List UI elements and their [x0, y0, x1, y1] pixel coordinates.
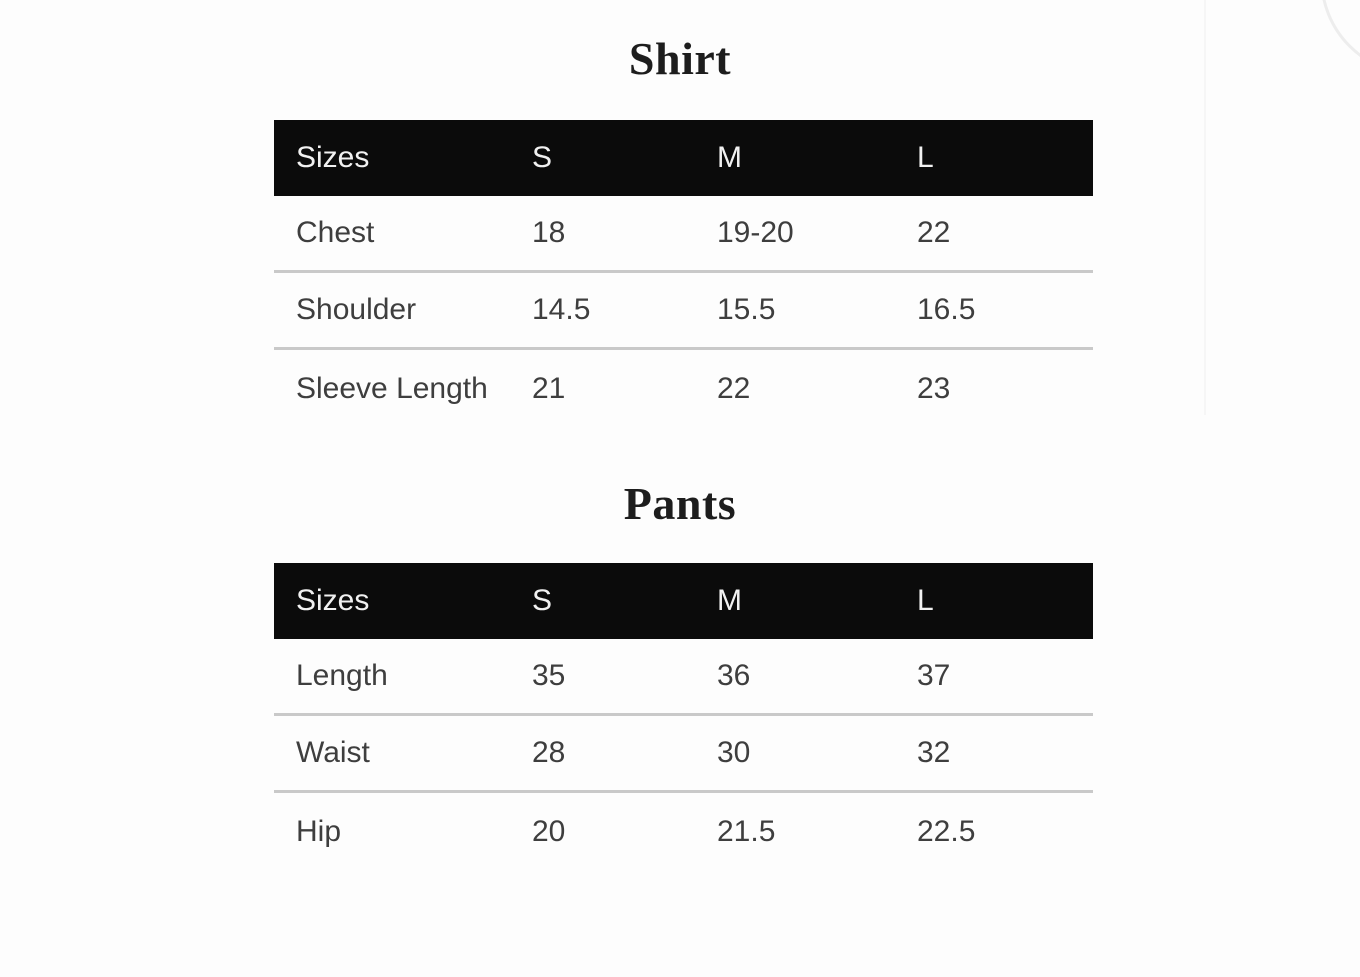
- row-label: Length: [296, 659, 388, 692]
- pants-header-size-m: M: [717, 584, 742, 617]
- shirt-size-table: [274, 120, 1093, 427]
- cell-sleeve-s: 21: [532, 371, 566, 405]
- shirt-header-sizes: Sizes: [296, 141, 370, 174]
- cell-sleeve-m: 22: [717, 371, 751, 405]
- shirt-header-size-s: S: [532, 141, 553, 174]
- pants-table-header-row: [274, 563, 1093, 639]
- cell-length-s: 35: [532, 659, 566, 692]
- pants-header-sizes: Sizes: [296, 584, 370, 617]
- cell-chest-l: 22: [917, 216, 951, 249]
- cell-hip-m: 21.5: [717, 814, 776, 848]
- row-label: Waist: [296, 736, 370, 769]
- pants-header-size-l: L: [917, 584, 934, 617]
- cell-hip-s: 20: [532, 814, 566, 848]
- pants-row-hip: [274, 793, 1093, 870]
- pants-row-length: [274, 639, 1093, 716]
- row-label: Chest: [296, 216, 375, 249]
- cell-shoulder-s: 14.5: [532, 293, 591, 326]
- cell-hip-l: 22.5: [917, 814, 976, 848]
- pants-section-title: Pants: [623, 478, 737, 529]
- shirt-table-header-row: [274, 120, 1093, 196]
- pants-row-waist: [274, 716, 1093, 793]
- shirt-row-shoulder: [274, 273, 1093, 350]
- cell-length-m: 36: [717, 659, 751, 692]
- cell-chest-s: 18: [532, 216, 566, 249]
- row-label: Hip: [296, 814, 342, 848]
- shirt-header-size-m: M: [717, 141, 742, 174]
- row-label: Shoulder: [296, 293, 417, 326]
- cell-sleeve-l: 23: [917, 371, 951, 405]
- cell-waist-l: 32: [917, 736, 951, 769]
- pants-size-table: [274, 563, 1093, 870]
- cell-chest-m: 19-20: [717, 216, 794, 249]
- shirt-row-sleeve-length: [274, 350, 1093, 427]
- cell-shoulder-m: 15.5: [717, 293, 776, 326]
- shirt-header-size-l: L: [917, 141, 934, 174]
- row-label: Sleeve Length: [296, 371, 488, 405]
- cell-length-l: 37: [917, 659, 951, 692]
- cell-shoulder-l: 16.5: [917, 293, 976, 326]
- pants-header-size-s: S: [532, 584, 553, 617]
- shirt-section-title: Shirt: [628, 33, 732, 84]
- cell-waist-m: 30: [717, 736, 751, 769]
- shirt-row-chest: [274, 196, 1093, 273]
- cell-waist-s: 28: [532, 736, 566, 769]
